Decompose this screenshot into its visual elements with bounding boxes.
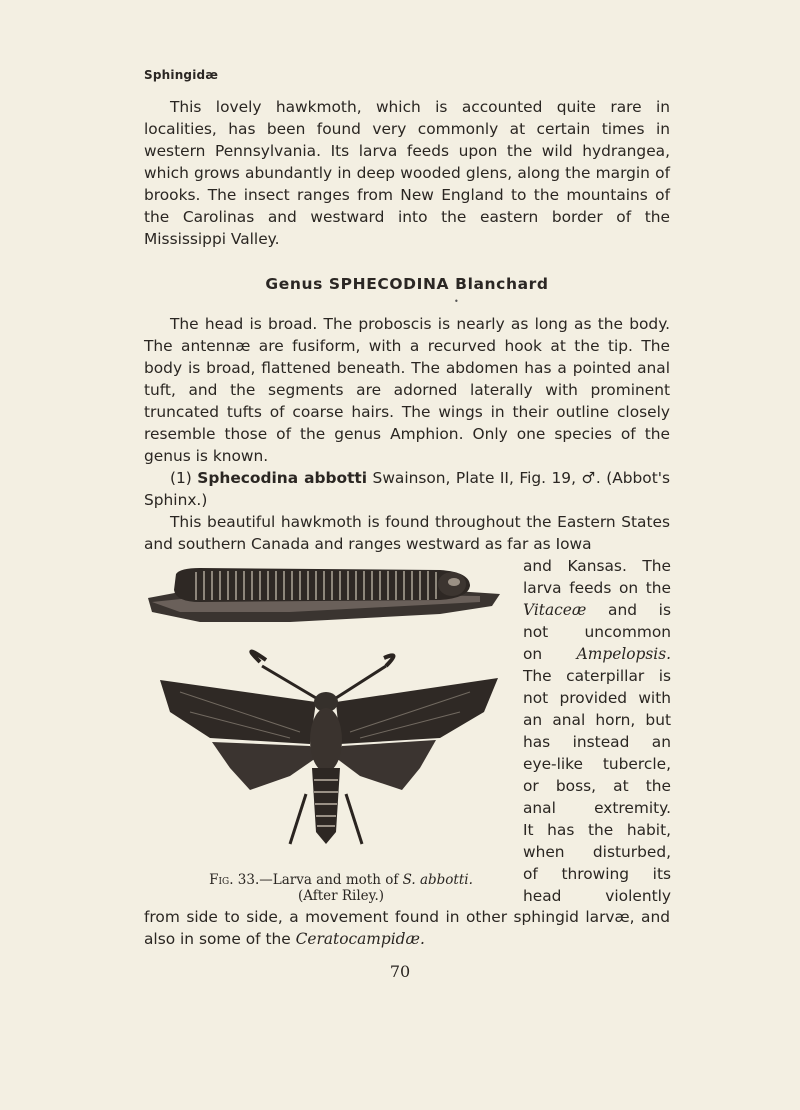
side-line: not uncommon [523, 623, 671, 641]
moth-illustration [160, 651, 498, 844]
caption-species: S. abbotti. [402, 872, 473, 888]
paragraph-species-range [144, 511, 670, 555]
side-line: and Kansas. The [523, 557, 671, 575]
paragraph-genus-description [144, 313, 670, 467]
paragraph-text: This beautiful hawkmoth is found throughout the Eastern States and southern Canada and ranges westward as far as Iowa [144, 513, 670, 553]
vitaceae-term: Vitaceæ [523, 601, 587, 619]
caption-credit: (After Riley.) [297, 888, 385, 904]
figure-larva-and-moth [140, 562, 510, 852]
running-head: Sphingidæ [144, 68, 219, 82]
side-line: anal extremity. [523, 799, 671, 817]
paragraph-hawkmoth-range [144, 96, 670, 250]
caption-line: Fig. 33.—Larva and moth of S. abbotti. [209, 872, 473, 888]
paragraph-text: This lovely hawkmoth, which is accounted quite rare in localities, has been found very commonly at certain times in western Pennsylvania. Its larva feeds upon the wild hydrangea, which grows abundantly in deep wooded glens, along the margin of brooks. The insect ranges from New England to the mountains of the Carolinas and westward into the eastern border of the Mississippi Valley. [144, 98, 670, 248]
figure-label: Fig. 33. [209, 872, 260, 888]
side-line: Vitaceæ and is [523, 601, 671, 619]
family-name: Ceratocampidæ. [295, 930, 425, 948]
side-line: eye-like tubercle, [523, 755, 671, 773]
paragraph-text: The head is broad. The proboscis is nearly as long as the body. The antennæ are fusiform, with a recurved hook at the tip. The body is broad, flattened beneath. The abdomen has a pointed anal tuft, and the segments are adorned laterally with prominent truncated tufts of coarse hairs. The wings in their outline closely resemble those of the genus Amphion. Only one species of the genus is known. [144, 315, 670, 465]
side-line: The caterpillar is [523, 667, 671, 685]
side-line: on Ampelopsis. [523, 645, 671, 663]
ornament-dot: • [454, 297, 459, 306]
ampelopsis-term: Ampelopsis. [576, 645, 671, 663]
side-column-text [523, 555, 671, 907]
side-line: when disturbed, [523, 843, 671, 861]
engraving-illustration [140, 562, 510, 852]
side-line: larva feeds on the [523, 579, 671, 597]
species-number: (1) [170, 469, 192, 487]
side-line: It has the habit, [523, 821, 671, 839]
side-line: not provided with [523, 689, 671, 707]
paragraph-text: from side to side, a movement found in other sphingid larvæ, and also in some of the Ceratocampidæ. [144, 908, 670, 948]
species-name: Sphecodina abbotti [197, 469, 368, 487]
species-entry [144, 467, 670, 511]
side-line: or boss, at the [523, 777, 671, 795]
larva-illustration [148, 568, 500, 622]
page-number: 70 [389, 962, 411, 981]
genus-heading: Genus SPHECODINA Blanchard [265, 275, 549, 293]
side-line: has instead an [523, 733, 671, 751]
figure-caption [176, 872, 506, 904]
side-line: head violently [523, 887, 671, 905]
side-line: an anal horn, but [523, 711, 671, 729]
side-line: of throwing its [523, 865, 671, 883]
species-reference: Swainson, Plate II, Fig. 19, ♂. (Abbot's Sphinx.) [144, 469, 670, 509]
paragraph-species-entry [144, 467, 670, 511]
paragraph-continuation [144, 906, 670, 950]
